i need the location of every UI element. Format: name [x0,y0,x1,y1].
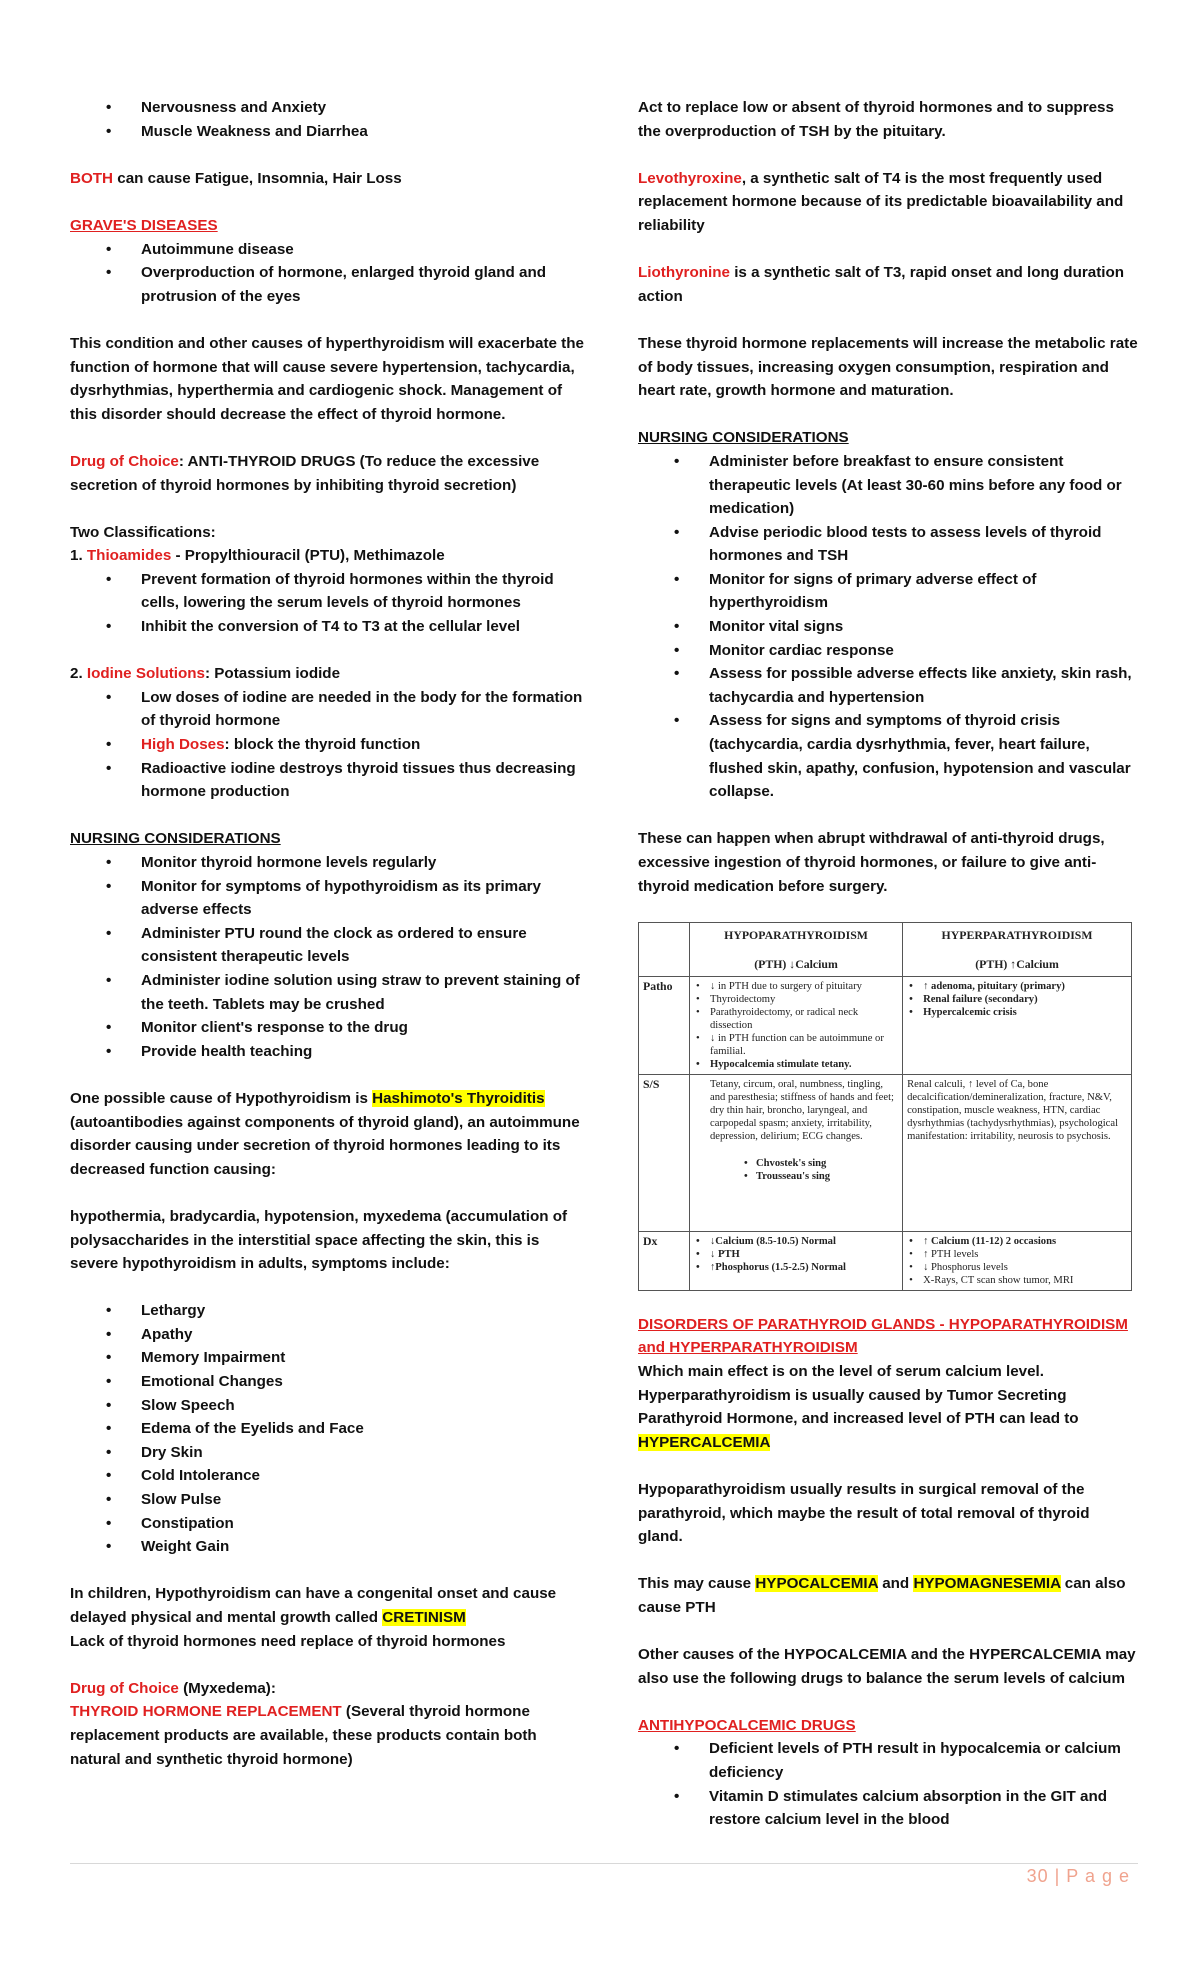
thioamides-list [70,568,590,639]
dx-hyper-cell [903,1231,1132,1290]
list-item: • Assess for possible adverse effects like anxiety, skin rash, tachycardia and hypertension [638,662,1138,709]
list-item: • ↑ PTH levels [907,1248,1127,1261]
thioamides-line [70,544,590,568]
ss-hypo-cell [690,1074,903,1231]
list-item: • Cold Intolerance [70,1464,590,1488]
liothyronine-label: Liothyronine [638,264,730,282]
list-item: • Administer before breakfast to ensure consistent therapeutic levels (At least 30-60 mins before any food or medication) [638,450,1138,521]
table-header-hypo [690,922,903,976]
list-item: • Overproduction of hormone, enlarged thyroid gland and protrusion of the eyes [70,261,590,308]
list-item: • Parathyroidectomy, or radical neck dissection [694,1006,898,1032]
iodine-line [70,662,590,686]
list-item: • Constipation [70,1512,590,1536]
may-mid: and [877,1575,914,1593]
thyroid-replacement-paragraph [70,1700,590,1771]
hashimoto-pre: One possible cause of Hypothyroidism is [70,1089,373,1107]
list-item: • Slow Speech [70,1394,590,1418]
list-item: • Prevent formation of thyroid hormones within the thyroid cells, lowering the serum levels of thyroid hormones [70,568,590,615]
list-item: • Emotional Changes [70,1370,590,1394]
graves-heading: GRAVE'S DISEASES [70,216,218,234]
drug-of-choice-text: : ANTI-THYROID DRUGS (To reduce the excessive secretion of thyroid hormones by inhibiting thyroid secretion) [70,452,540,494]
list-item: • Lethargy [70,1299,590,1323]
thioamides-label: Thioamides [86,547,172,565]
footer-divider [70,1863,1138,1864]
list-item: • Deficient levels of PTH result in hypocalcemia or calcium deficiency [638,1737,1138,1784]
table-corner [639,922,690,976]
hashimoto-highlight: Hashimoto's Thyroiditis [372,1089,545,1107]
hypocalcemia-highlight: HYPOCALCEMIA [755,1575,878,1593]
patho-hyper-cell [903,976,1132,1074]
list-item: • Dry Skin [70,1441,590,1465]
hypo-subtitle: (PTH) ↓Calcium [754,956,838,971]
list-item: • Chvostek's sing [744,1157,898,1170]
list-item: • Muscle Weakness and Diarrhea [70,120,590,144]
list-item: • Monitor thyroid hormone levels regularly [70,851,590,875]
drug-of-choice-paragraph [70,450,590,497]
list-item: • Thyroidectomy [694,993,898,1006]
list-item: • Hypercalcemic crisis [907,1006,1127,1019]
list-item: • Advise periodic blood tests to assess levels of thyroid hormones and TSH [638,521,1138,568]
nursing-list-right [638,450,1138,804]
ss-hypo-text: Tetany, circum, oral, numbness, tingling, and paresthesia; stiffness of hands and feet; dry thin hair, broncho, laryngeal, and carpopedal spasm; anxiety, irritability, depression, delirium; ECG changes. [710,1078,894,1142]
children-paragraph [70,1582,590,1629]
iodine-number: 2. [70,665,87,683]
list-item: • Renal failure (secondary) [907,993,1127,1006]
list-item: • Vitamin D stimulates calcium absorption in the GIT and restore calcium level in the blood [638,1785,1138,1832]
hyper-title: HYPERPARATHYROIDISM [941,927,1093,942]
main-effect-paragraph [638,1360,1138,1454]
iodine-list [70,686,590,804]
thioamides-text: - Propylthiouracil (PTU), Methimazole [171,547,445,565]
list-item: • Administer PTU round the clock as ordered to ensure consistent therapeutic levels [70,922,590,969]
iodine-text: : Potassium iodide [205,665,341,683]
list-item: • Monitor for symptoms of hypothyroidism as its primary adverse effects [70,875,590,922]
dx-hypo-cell [690,1231,903,1290]
may-post: can also cause PTH [638,1575,1126,1616]
hashimoto-post: (autoantibodies against components of thyroid gland), an autoimmune disorder causing under secretion of thyroid hormones leading to its decreased function causing: [70,1113,580,1178]
drug-of-choice-text-2: (Myxedema): [178,1679,276,1697]
list-item: • Monitor vital signs [638,615,1138,639]
hypercalcemia-highlight: HYPERCALCEMIA [638,1433,771,1451]
list-item: • Radioactive iodine destroys thyroid tissues thus decreasing hormone production [70,757,590,804]
ss-hyper-text: Renal calculi, ↑ level of Ca, bone decalcification/demineralization, fracture, N&V, constipation, muscle weakness, HTN, cardiac dysrhythmias (tachydysrhythmias), psychological manifestation: irritability, neurosis to psychosis. [907,1078,1119,1142]
graves-list [70,238,590,309]
left-column [70,96,590,1795]
list-item: • ↓ PTH [694,1248,898,1261]
list-item: • Memory Impairment [70,1346,590,1370]
list-item: • ↓ in PTH due to surgery of pituitary [694,980,898,993]
both-label: BOTH [70,169,114,187]
hypo-title: HYPOPARATHYROIDISM [724,927,868,942]
other-causes-paragraph: Other causes of the HYPOCALCEMIA and the HYPERCALCEMIA may also use the following drugs to balance the serum levels of calcium [638,1646,1136,1687]
list-item: • Monitor client's response to the drug [70,1016,590,1040]
row-header-dx: Dx [639,1231,690,1290]
page-number: 30 | P a g e [1026,1866,1130,1886]
two-classifications: Two Classifications: [70,523,216,541]
high-doses-text: : block the thyroid function [224,736,421,754]
list-item: • Assess for signs and symptoms of thyroid crisis (tachycardia, cardia dysrhythmia, fever, heart failure, flushed skin, apathy, confusion, hypotension and vascular collapse. [638,709,1138,803]
list-item: • Apathy [70,1323,590,1347]
may-pre: This may cause [638,1575,756,1593]
list-item: • ↑ Calcium (11-12) 2 occasions [907,1235,1127,1248]
list-item: • Autoimmune disease [70,238,590,262]
list-item: • ↓ in PTH function can be autoimmune or familial. [694,1032,898,1058]
antihypocalcemic-heading: ANTIHYPOCALCEMIC DRUGS [638,1716,856,1734]
list-item: • Provide health teaching [70,1040,590,1064]
table-header-hyper [903,922,1132,976]
disorders-heading: DISORDERS OF PARATHYROID GLANDS - HYPOPARATHYROIDISM and HYPERPARATHYROIDISM [638,1315,1128,1357]
levothyroxine-label: Levothyroxine [638,169,742,187]
both-paragraph [70,167,590,191]
replacement-paragraph: These thyroid hormone replacements will increase the metabolic rate of body tissues, increasing oxygen consumption, respiration and heart rate, growth hormone and maturation. [638,334,1138,400]
hypothyroidism-paragraph: hypothermia, bradycardia, hypotension, myxedema (accumulation of polysaccharides in the interstitial space affecting the skin, this is severe hypothyroidism in adults, symptoms include: [70,1207,568,1273]
abrupt-paragraph: These can happen when abrupt withdrawal of anti-thyroid drugs, excessive ingestion of thyroid hormones, or failure to give anti-thyroid medication before surgery. [638,830,1105,895]
list-item: • Edema of the Eyelids and Face [70,1417,590,1441]
right-column [638,96,1138,1855]
patho-hypo-cell [690,976,903,1074]
symptom-list-top [70,96,590,143]
both-text: can cause Fatigue, Insomnia, Hair Loss [113,169,402,187]
ss-hyper-cell [903,1074,1132,1231]
antihypocalcemic-list [638,1737,1138,1831]
nursing-heading-left: NURSING CONSIDERATIONS [70,830,281,848]
thyroid-replacement-label: THYROID HORMONE REPLACEMENT [70,1703,342,1721]
list-item: • ↓ Phosphorus levels [907,1261,1127,1274]
drug-of-choice-label-2: Drug of Choice [70,1679,179,1697]
list-item: • ↑ adenoma, pituitary (primary) [907,980,1127,993]
liothyronine-paragraph [638,261,1138,308]
cretinism-highlight: CRETINISM [382,1609,466,1626]
nursing-list-left [70,851,590,1063]
drug-of-choice-label: Drug of Choice [70,452,179,470]
drug-of-choice-myxedema [70,1677,590,1701]
list-item: • ↓Calcium (8.5-10.5) Normal [694,1235,898,1248]
thioamides-number: 1. [70,547,87,565]
liothyronine-text: is a synthetic salt of T3, rapid onset and long duration action [638,264,1125,305]
main-effect-pre: Which main effect is on the level of serum calcium level. Hyperparathyroidism is usually caused by Tumor Secreting Parathyroid Hormone, and increased level of PTH can lead to [638,1362,1079,1428]
list-item: • Nervousness and Anxiety [70,96,590,120]
parathyroid-table [638,922,1132,1291]
list-item: • Weight Gain [70,1535,590,1559]
hypomagnesemia-highlight: HYPOMAGNESEMIA [913,1575,1061,1593]
list-item: • Hypocalcemia stimulate tetany. [694,1058,898,1071]
act-paragraph: Act to replace low or absent of thyroid hormones and to suppress the overproduction of TSH by the pituitary. [638,99,1114,140]
row-header-patho: Patho [639,976,690,1074]
thyroid-replacement-text: (Several thyroid hormone replacement products are available, these products contain both natural and synthetic thyroid hormone) [70,1703,537,1768]
hashimoto-paragraph [70,1087,590,1181]
row-header-ss: S/S [639,1074,690,1231]
hyper-subtitle: (PTH) ↑Calcium [975,956,1059,971]
may-cause-paragraph [638,1572,1138,1619]
list-item: • Monitor cardiac response [638,639,1138,663]
symptoms-list [70,1299,590,1559]
list-item: • Monitor for signs of primary adverse effect of hyperthyroidism [638,568,1138,615]
levothyroxine-text: , a synthetic salt of T4 is the most frequently used replacement hormone because of its predictable bioavailability and reliability [638,169,1124,234]
list-item: • X-Rays, CT scan show tumor, MRI [907,1274,1127,1287]
levothyroxine-paragraph [638,167,1138,238]
list-item: • Low doses of iodine are needed in the body for the formation of thyroid hormone [70,686,590,733]
list-item: • ↑Phosphorus (1.5-2.5) Normal [694,1261,898,1274]
list-item: • Slow Pulse [70,1488,590,1512]
nursing-heading-right: NURSING CONSIDERATIONS [638,429,849,447]
list-item: • Inhibit the conversion of T4 to T3 at the cellular level [70,615,590,639]
iodine-label: Iodine Solutions [86,665,206,683]
list-item [70,733,590,757]
high-doses-label: High Doses [141,736,225,754]
hypoparathyroidism-paragraph: Hypoparathyroidism usually results in surgical removal of the parathyroid, which maybe the result of total removal of thyroid gland. [638,1480,1090,1546]
children-pre: In children, Hypothyroidism can have a congenital onset and cause delayed physical and mental growth called [70,1585,557,1626]
list-item: • Administer iodine solution using straw to prevent staining of the teeth. Tablets may be crushed [70,969,590,1016]
hyperthyroidism-paragraph: This condition and other causes of hyperthyroidism will exacerbate the function of hormone that will cause severe hypertension, tachycardia, dysrhythmias, hyperthermia and cardiogenic shock. Management of this disorder should decrease the effect of thyroid hormone. [70,334,584,423]
lack-line: Lack of thyroid hormones need replace of thyroid hormones [70,1632,506,1650]
list-item: • Trousseau's sing [744,1170,898,1183]
